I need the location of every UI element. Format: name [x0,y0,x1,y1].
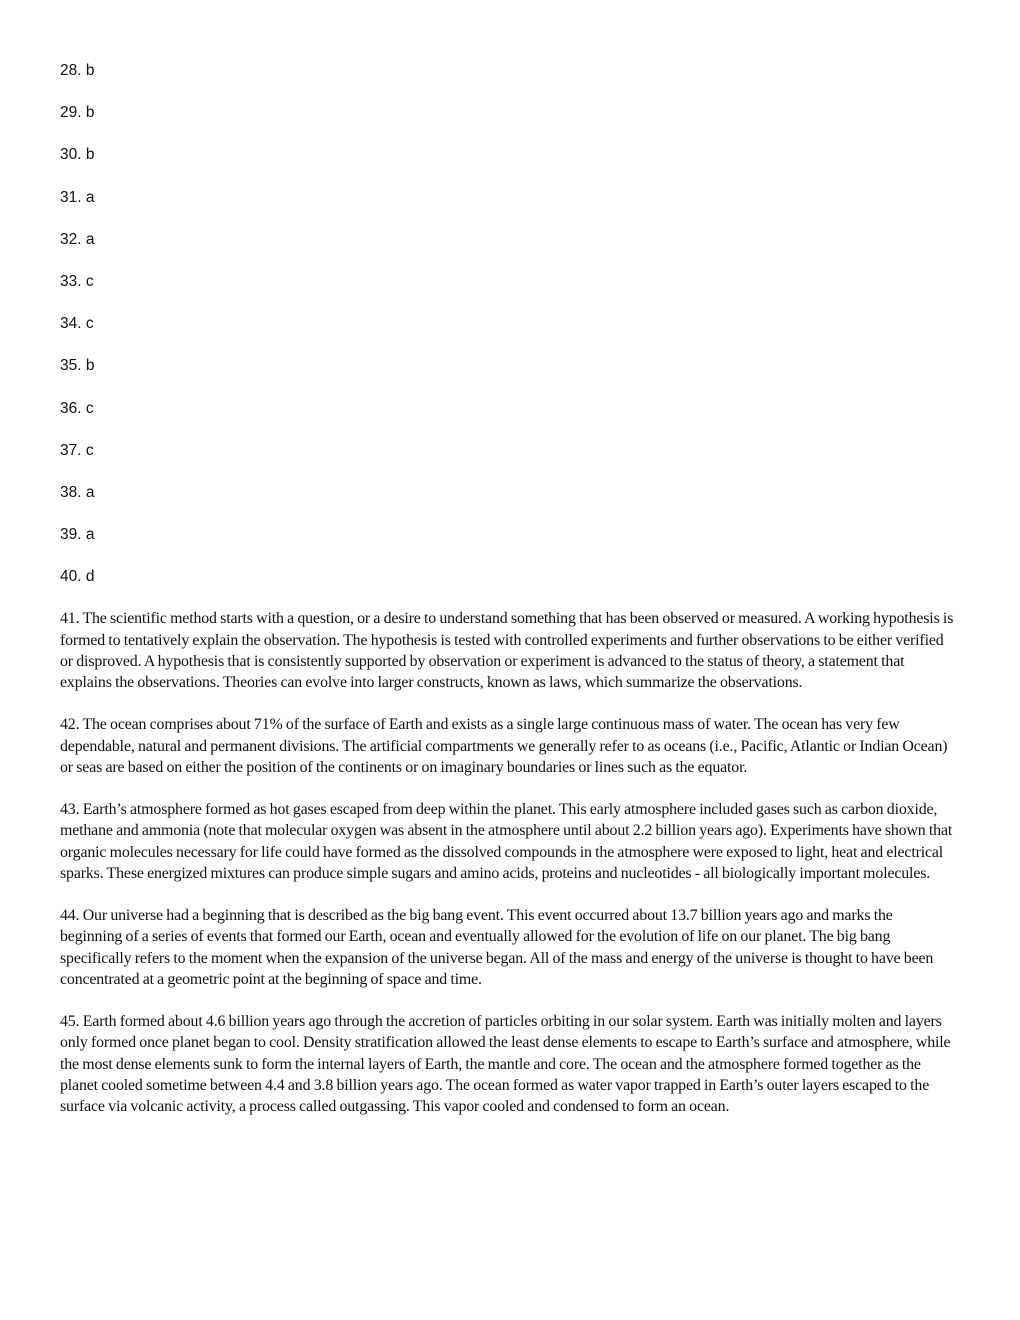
answer-30: 30. b [60,146,95,164]
answer-41-paragraph: 41. The scientific method starts with a question, or a desire to understand something that has been observed or measured. A working hypothesis is formed to tentatively explain the observation. The hypothesis is tested with controlled experiments and further observations to be either verified or disproved. A hypothesis that is consistently supported by observation or experiment is advanced to the status of theory, a statement that explains the observations. Theories can evolve into larger constructs, known as laws, which summarize the observations. [60,610,954,692]
answer-29: 29. b [60,104,95,122]
answer-33: 33. c [60,272,94,290]
answer-28: 28. b [60,62,95,79]
answer-36: 36. c [60,399,94,417]
answer-key-page [60,60,955,1138]
answer-34: 34. c [60,315,94,333]
answer-40: 40. d [60,568,95,586]
answer-43-paragraph: 43. Earth’s atmosphere formed as hot gases escaped from deep within the planet. This early atmosphere included gases such as carbon dioxide, methane and ammonia (note that molecular oxygen was absent in the atmosphere until about 2.2 billion years ago). Experiments have shown that organic molecules necessary for life could have formed as the dissolved compounds in the atmosphere were exposed to light, heat and electrical sparks. These energized mixtures can produce simple sugars and amino acids, proteins and nucleotides - all biologically important molecules. [60,801,953,882]
answer-39: 39. a [60,526,95,544]
answer-42-paragraph: 42. The ocean comprises about 71% of the surface of Earth and exists as a single large continuous mass of water. The ocean has very few dependable, natural and permanent divisions. The artificial compartments we generally refer to as oceans (i.e., Pacific, Atlantic or Indian Ocean) or seas are based on either the position of the continents or on imaginary boundaries or lines such as the equator. [60,716,948,776]
answer-37: 37. c [60,441,94,459]
answer-38: 38. a [60,483,95,501]
answer-32: 32. a [60,230,95,248]
answer-35: 35. b [60,357,95,375]
answer-31: 31. a [60,188,95,206]
answer-45-paragraph: 45. Earth formed about 4.6 billion years ago through the accretion of particles orbiting in our solar system. Earth was initially molten and layers only formed once planet began to cool. Density stratification allowed the least dense elements to escape to Earth’s surface and atmosphere, while the most dense elements sunk to form the internal layers of Earth, the mantle and core. The ocean and the atmosphere formed together as the planet cooled sometime between 4.4 and 3.8 billion years ago. The ocean formed as water vapor trapped in Earth’s outer layers escaped to the surface via volcanic activity, a process called outgassing. This vapor cooled and condensed to form an ocean. [60,1013,951,1116]
answer-44-paragraph: 44. Our universe had a beginning that is described as the big bang event. This event occurred about 13.7 billion years ago and marks the beginning of a series of events that formed our Earth, ocean and eventually allowed for the evolution of life on our planet. The big bang specifically refers to the moment when the expansion of the universe began. All of the mass and energy of the universe is thought to have been concentrated at a geometric point at the beginning of space and time. [60,907,934,988]
